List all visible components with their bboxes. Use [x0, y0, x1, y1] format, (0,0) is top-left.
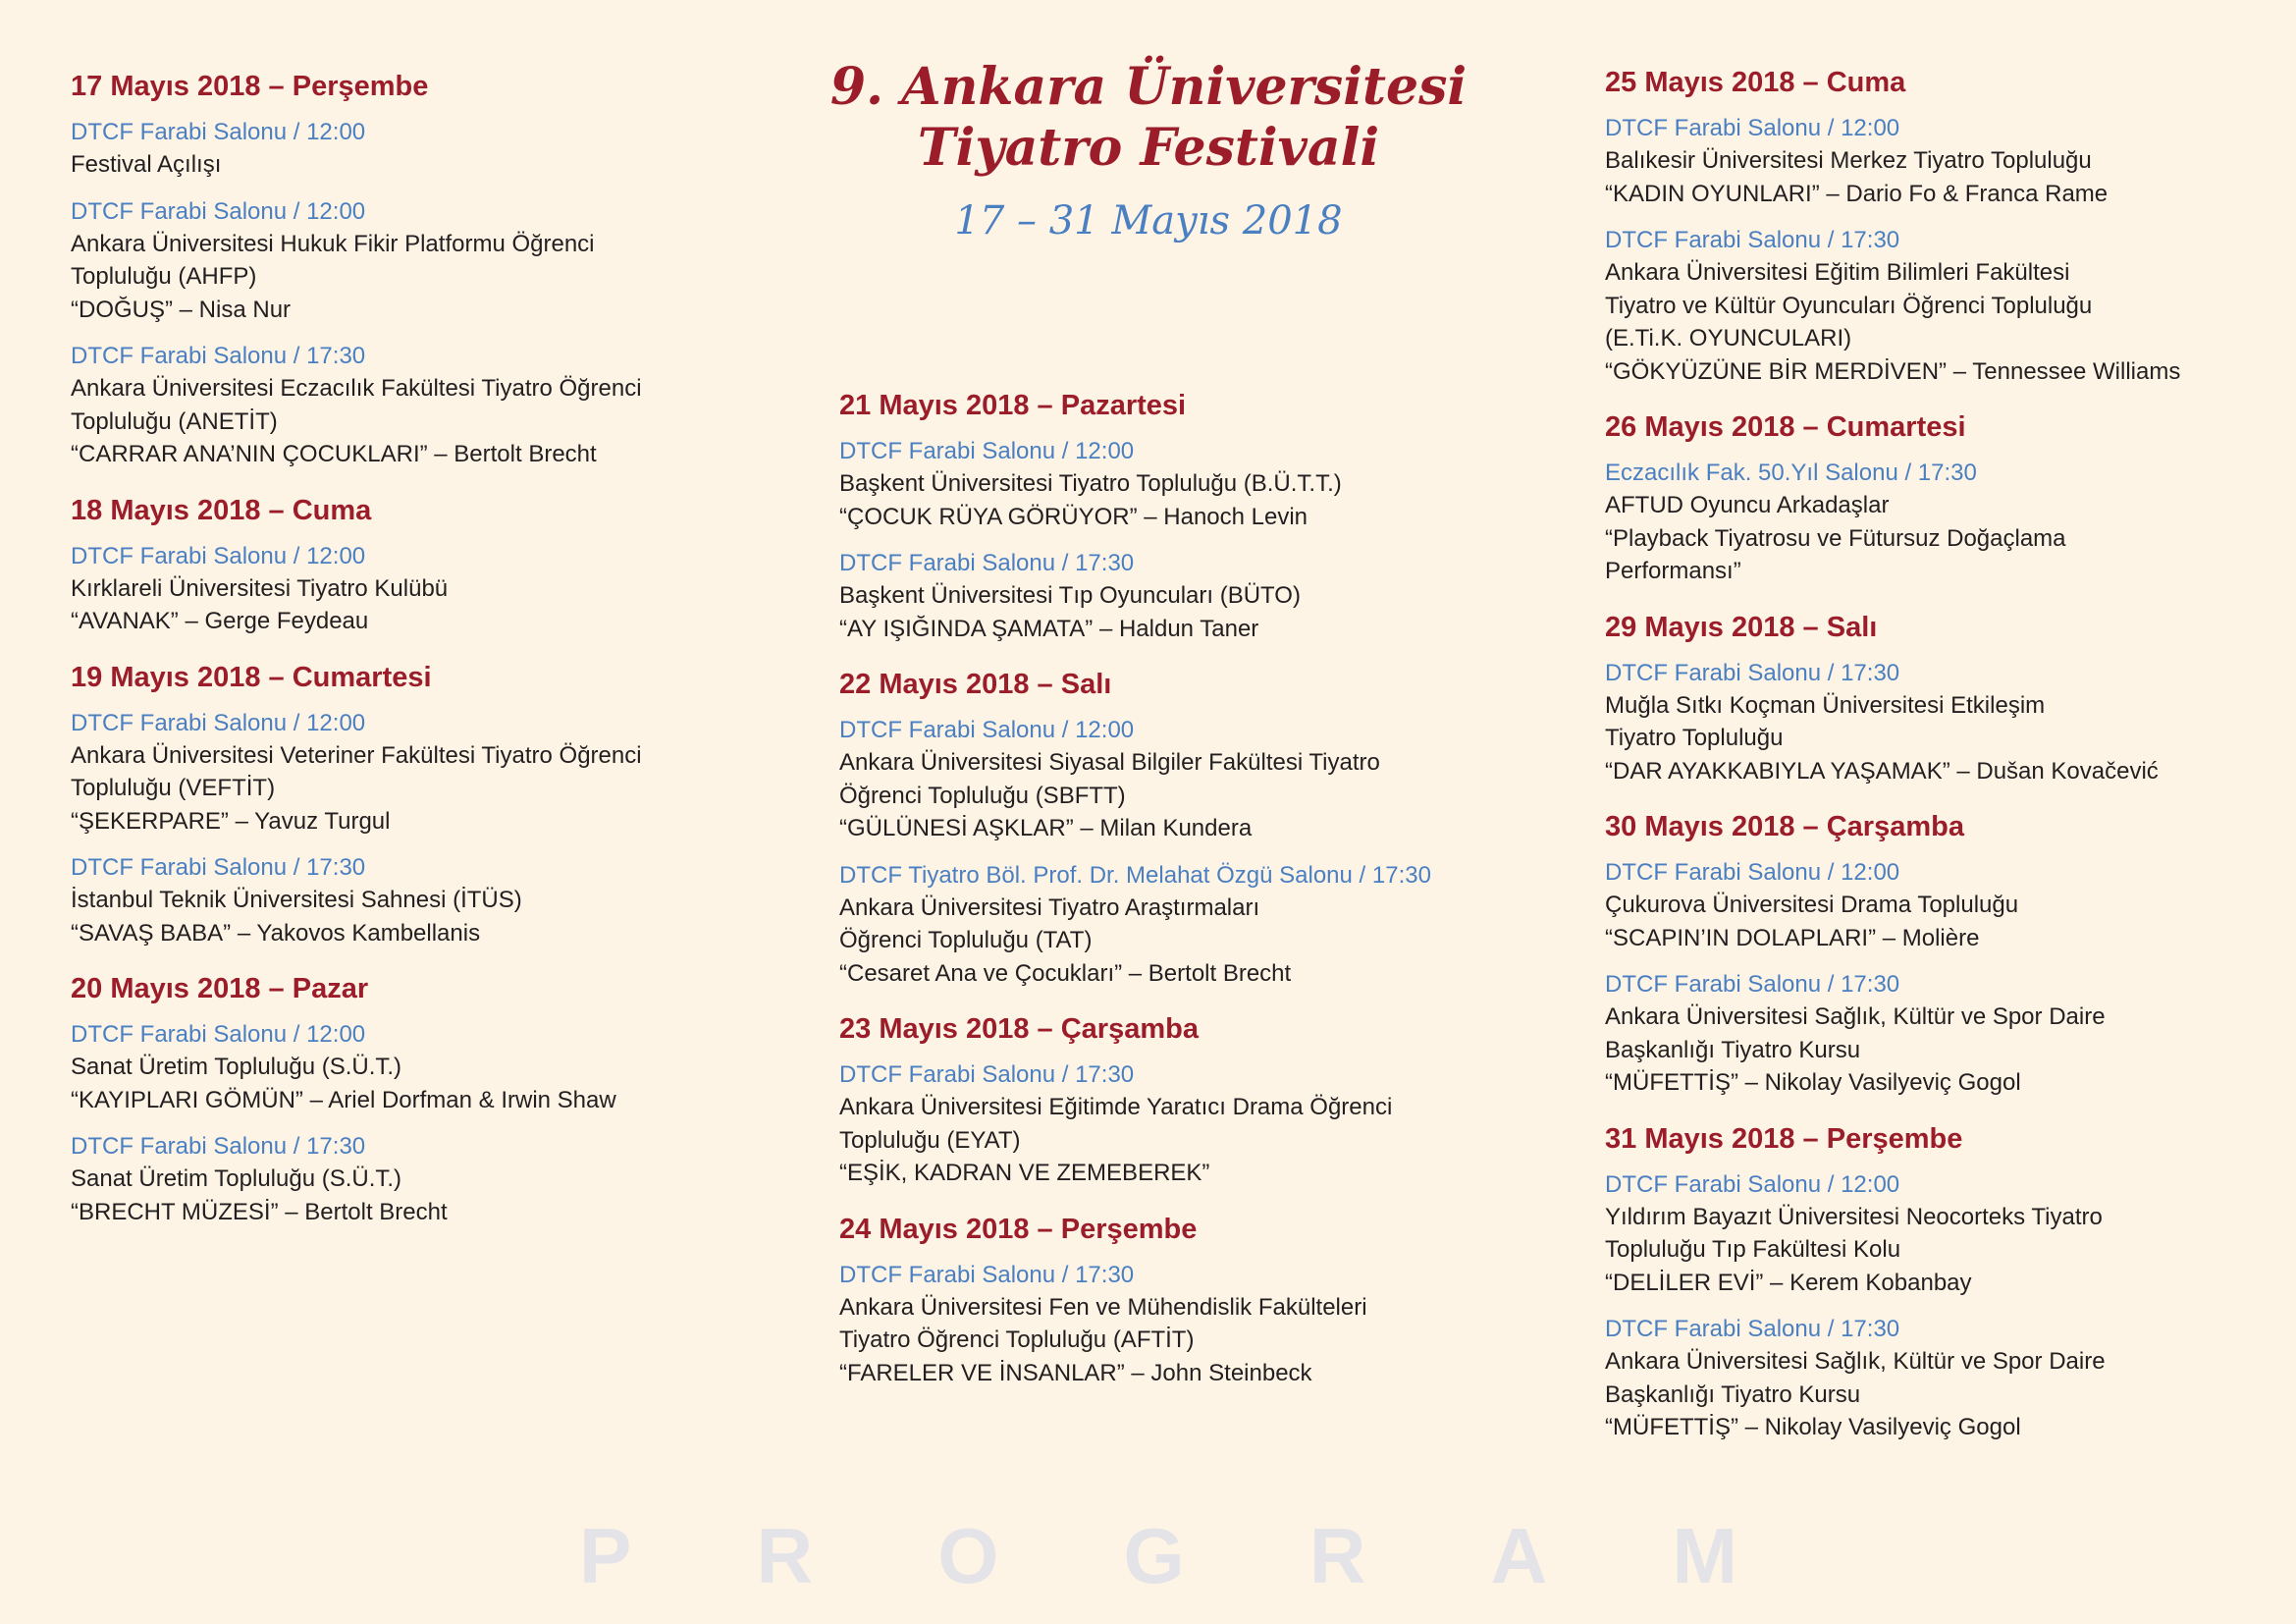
event-entry	[1605, 1168, 2272, 1300]
event-text-line: “KAYIPLARI GÖMÜN” – Ariel Dorfman & Irwin Shaw	[71, 1086, 616, 1113]
event-entry	[71, 116, 758, 182]
event-text-line: “SCAPIN’IN DOLAPLARI” – Molière	[1605, 924, 1980, 951]
event-entry	[71, 340, 758, 471]
event-text-line: Ankara Üniversitesi Hukuk Fikir Platformu Öğrenci	[71, 230, 595, 257]
event-text-line: İstanbul Teknik Üniversitesi Sahnesi (İTÜS)	[71, 887, 522, 913]
day-section	[839, 1212, 1526, 1390]
event-text-line: Topluluğu (VEFTİT)	[71, 775, 276, 801]
schedule-column-2	[839, 388, 1526, 1411]
day-title: 31 Mayıs 2018 – Perşembe	[1605, 1122, 1963, 1155]
event-venue-time: DTCF Farabi Salonu / 17:30	[839, 1061, 1135, 1088]
event-entry	[1605, 112, 2272, 210]
event-venue-time: DTCF Farabi Salonu / 12:00	[1605, 1170, 1900, 1198]
day-title: 29 Mayıs 2018 – Salı	[1605, 611, 1878, 643]
event-venue-time: DTCF Farabi Salonu / 12:00	[71, 119, 366, 145]
event-text-line: Ankara Üniversitesi Sağlık, Kültür ve Spor Daire	[1605, 1348, 2106, 1375]
event-text-line: Ankara Üniversitesi Siyasal Bilgiler Fakültesi Tiyatro	[839, 749, 1380, 776]
event-venue-time: DTCF Farabi Salonu / 12:00	[1605, 115, 1900, 141]
event-text-line: “KADIN OYUNLARI” – Dario Fo & Franca Rame	[1605, 180, 2109, 207]
event-entry	[839, 1259, 1526, 1390]
event-text-line: “Playback Tiyatrosu ve Fütursuz Doğaçlama	[1605, 524, 2066, 552]
day-title: 18 Mayıs 2018 – Cuma	[71, 494, 372, 526]
day-section	[1605, 610, 2272, 788]
event-venue-time: DTCF Tiyatro Böl. Prof. Dr. Melahat Özgü Salonu / 17:30	[839, 861, 1431, 889]
event-text-line: “ŞEKERPARE” – Yavuz Turgul	[71, 807, 391, 835]
watermark-letter: A	[1490, 1512, 1548, 1599]
event-entry	[839, 547, 1526, 645]
event-entry	[1605, 856, 2272, 954]
event-entry	[839, 859, 1526, 991]
day-section	[1605, 1121, 2272, 1444]
event-text-line: Çukurova Üniversitesi Drama Topluluğu	[1605, 892, 2019, 918]
event-text-line: Balıkesir Üniversitesi Merkez Tiyatro Topluluğu	[1605, 147, 2092, 174]
day-section	[839, 1011, 1526, 1190]
event-text-line: Kırklareli Üniversitesi Tiyatro Kulübü	[71, 574, 449, 602]
event-text-line: Ankara Üniversitesi Veteriner Fakültesi Tiyatro Öğrenci	[71, 741, 642, 769]
event-entry	[839, 435, 1526, 533]
day-title: 24 Mayıs 2018 – Perşembe	[839, 1213, 1198, 1245]
event-venue-time: DTCF Farabi Salonu / 17:30	[1605, 659, 1900, 686]
event-entry	[71, 195, 758, 327]
event-text-line: Öğrenci Topluluğu (SBFTT)	[839, 782, 1126, 809]
event-text-line: Ankara Üniversitesi Eğitim Bilimleri Fakültesi	[1605, 259, 2070, 286]
event-entry	[1605, 968, 2272, 1100]
event-venue-time: DTCF Farabi Salonu / 17:30	[839, 550, 1135, 576]
event-entry	[71, 707, 758, 839]
event-entry	[1605, 657, 2272, 788]
day-title: 26 Mayıs 2018 – Cumartesi	[1605, 411, 1966, 443]
event-text-line: “CARRAR ANA’NIN ÇOCUKLARI” – Bertolt Brecht	[71, 441, 597, 467]
event-text-line: Tiyatro ve Kültür Oyuncuları Öğrenci Topluluğu	[1605, 292, 2093, 319]
event-text-line: “AVANAK” – Gerge Feydeau	[71, 608, 369, 634]
day-section	[839, 388, 1526, 645]
event-venue-time: DTCF Farabi Salonu / 17:30	[71, 1133, 366, 1160]
event-venue-time: Eczacılık Fak. 50.Yıl Salonu / 17:30	[1605, 460, 1977, 486]
event-text-line: AFTUD Oyuncu Arkadaşlar	[1605, 492, 1890, 518]
event-text-line: “MÜFETTİŞ” – Nikolay Vasilyeviç Gogol	[1605, 1414, 2021, 1440]
event-text-line: Ankara Üniversitesi Eczacılık Fakültesi Tiyatro Öğrenci	[71, 375, 642, 402]
event-text-line: “DOĞUŞ” – Nisa Nur	[71, 296, 292, 323]
schedule-column-1	[71, 69, 758, 1250]
event-text-line: “DELİLER EVİ” – Kerem Kobanbay	[1605, 1269, 1972, 1296]
watermark-letter: G	[1123, 1512, 1185, 1599]
event-text-line: Festival Açılışı	[71, 151, 222, 178]
event-venue-time: DTCF Farabi Salonu / 12:00	[71, 1021, 366, 1048]
watermark-letter: P	[579, 1512, 632, 1599]
event-text-line: Öğrenci Topluluğu (TAT)	[839, 927, 1093, 953]
day-section	[1605, 65, 2272, 388]
event-text-line: Performansı”	[1605, 558, 1741, 584]
event-venue-time: DTCF Farabi Salonu / 12:00	[839, 438, 1135, 464]
event-text-line: Sanat Üretim Topluluğu (S.Ü.T.)	[71, 1054, 402, 1080]
event-entry	[1605, 457, 2272, 588]
event-text-line: Ankara Üniversitesi Tiyatro Araştırmaları	[839, 893, 1260, 921]
event-text-line: Topluluğu (EYAT)	[839, 1126, 1021, 1154]
day-title: 23 Mayıs 2018 – Çarşamba	[839, 1013, 1199, 1045]
event-text-line: Topluluğu (AHFP)	[71, 263, 257, 290]
watermark-letter: R	[756, 1512, 814, 1599]
day-title: 21 Mayıs 2018 – Pazartesi	[839, 390, 1187, 421]
event-text-line: “EŞİK, KADRAN VE ZEMEBEREK”	[839, 1160, 1210, 1186]
day-title: 20 Mayıs 2018 – Pazar	[71, 973, 369, 1004]
festival-title-line2: Tiyatro Festivali	[917, 118, 1380, 178]
event-text-line: Başkent Üniversitesi Tiyatro Topluluğu (B.Ü.T.T.)	[839, 470, 1342, 497]
event-venue-time: DTCF Farabi Salonu / 17:30	[71, 343, 366, 369]
event-text-line: Başkent Üniversitesi Tıp Oyuncuları (BÜTO)	[839, 582, 1301, 609]
schedule-column-3	[1605, 65, 2272, 1466]
event-text-line: “MÜFETTİŞ” – Nikolay Vasilyeviç Gogol	[1605, 1069, 2021, 1096]
event-text-line: Ankara Üniversitesi Eğitimde Yaratıcı Drama Öğrenci	[839, 1094, 1393, 1120]
event-text-line: “Cesaret Ana ve Çocukları” – Bertolt Brecht	[839, 959, 1292, 987]
day-title: 22 Mayıs 2018 – Salı	[839, 669, 1112, 700]
event-text-line: “DAR AYAKKABIYLA YAŞAMAK” – Dušan Kovačević	[1605, 757, 2159, 785]
event-venue-time: DTCF Farabi Salonu / 17:30	[839, 1261, 1135, 1288]
event-venue-time: DTCF Farabi Salonu / 17:30	[1605, 971, 1900, 998]
event-venue-time: DTCF Farabi Salonu / 17:30	[1605, 227, 1900, 253]
event-text-line: Tiyatro Topluluğu	[1605, 725, 1784, 751]
event-venue-time: DTCF Farabi Salonu / 17:30	[71, 854, 366, 881]
event-text-line: “ÇOCUK RÜYA GÖRÜYOR” – Hanoch Levin	[839, 503, 1308, 530]
festival-header	[805, 57, 1492, 245]
event-text-line: “BRECHT MÜZESİ” – Bertolt Brecht	[71, 1198, 448, 1225]
event-text-line: “FARELER VE İNSANLAR” – John Steinbeck	[839, 1359, 1312, 1386]
event-text-line: Yıldırım Bayazıt Üniversitesi Neocorteks Tiyatro	[1605, 1203, 2103, 1230]
event-text-line: Muğla Sıtkı Koçman Üniversitesi Etkileşim	[1605, 691, 2046, 719]
watermark-letter: O	[937, 1512, 999, 1599]
event-venue-time: DTCF Farabi Salonu / 12:00	[839, 717, 1135, 743]
event-venue-time: DTCF Farabi Salonu / 12:00	[71, 709, 366, 736]
event-text-line: Sanat Üretim Topluluğu (S.Ü.T.)	[71, 1165, 402, 1192]
event-text-line: “GÖKYÜZÜNE BİR MERDİVEN” – Tennessee Williams	[1605, 357, 2181, 385]
event-entry	[1605, 1313, 2272, 1444]
watermark-letter: R	[1308, 1512, 1366, 1599]
event-venue-time: DTCF Farabi Salonu / 12:00	[1605, 859, 1900, 886]
day-section	[839, 667, 1526, 990]
event-text-line: Başkanlığı Tiyatro Kursu	[1605, 1380, 1861, 1408]
event-entry	[71, 1018, 758, 1116]
event-text-line: “SAVAŞ BABA” – Yakovos Kambellanis	[71, 919, 481, 947]
day-section	[71, 69, 758, 471]
day-title: 30 Mayıs 2018 – Çarşamba	[1605, 811, 1964, 842]
event-venue-time: DTCF Farabi Salonu / 12:00	[71, 197, 366, 225]
day-section	[71, 493, 758, 638]
event-text-line: (E.Ti.K. OYUNCULARI)	[1605, 325, 1852, 352]
day-title: 19 Mayıs 2018 – Cumartesi	[71, 661, 432, 693]
event-entry	[71, 1130, 758, 1228]
day-section	[1605, 409, 2272, 588]
watermark-letter: M	[1672, 1512, 1737, 1599]
event-text-line: Topluluğu (ANETİT)	[71, 407, 278, 435]
event-text-line: “GÜLÜNESİ AŞKLAR” – Milan Kundera	[839, 815, 1253, 841]
day-title: 25 Mayıs 2018 – Cuma	[1605, 67, 1906, 98]
event-text-line: Ankara Üniversitesi Fen ve Mühendislik Fakülteleri	[839, 1293, 1367, 1321]
event-text-line: Tiyatro Öğrenci Topluluğu (AFTİT)	[839, 1326, 1195, 1353]
event-entry	[839, 1058, 1526, 1190]
event-entry	[1605, 224, 2272, 388]
day-section	[71, 660, 758, 950]
event-venue-time: DTCF Farabi Salonu / 12:00	[71, 542, 366, 569]
event-entry	[839, 714, 1526, 845]
festival-dates: 17 – 31 Mayıs 2018	[954, 198, 1343, 244]
festival-title-line1: 9. Ankara Üniversitesi	[829, 57, 1468, 117]
event-text-line: Ankara Üniversitesi Sağlık, Kültür ve Spor Daire	[1605, 1003, 2106, 1030]
day-section	[71, 971, 758, 1228]
event-entry	[71, 540, 758, 638]
event-entry	[71, 851, 758, 949]
event-text-line: Topluluğu Tıp Fakültesi Kolu	[1605, 1236, 1901, 1263]
event-text-line: Başkanlığı Tiyatro Kursu	[1605, 1036, 1861, 1063]
day-section	[1605, 809, 2272, 1100]
day-title: 17 Mayıs 2018 – Perşembe	[71, 71, 429, 102]
event-venue-time: DTCF Farabi Salonu / 17:30	[1605, 1316, 1900, 1342]
event-text-line: “AY IŞIĞINDA ŞAMATA” – Haldun Taner	[839, 615, 1259, 642]
program-watermark	[579, 1512, 1737, 1600]
